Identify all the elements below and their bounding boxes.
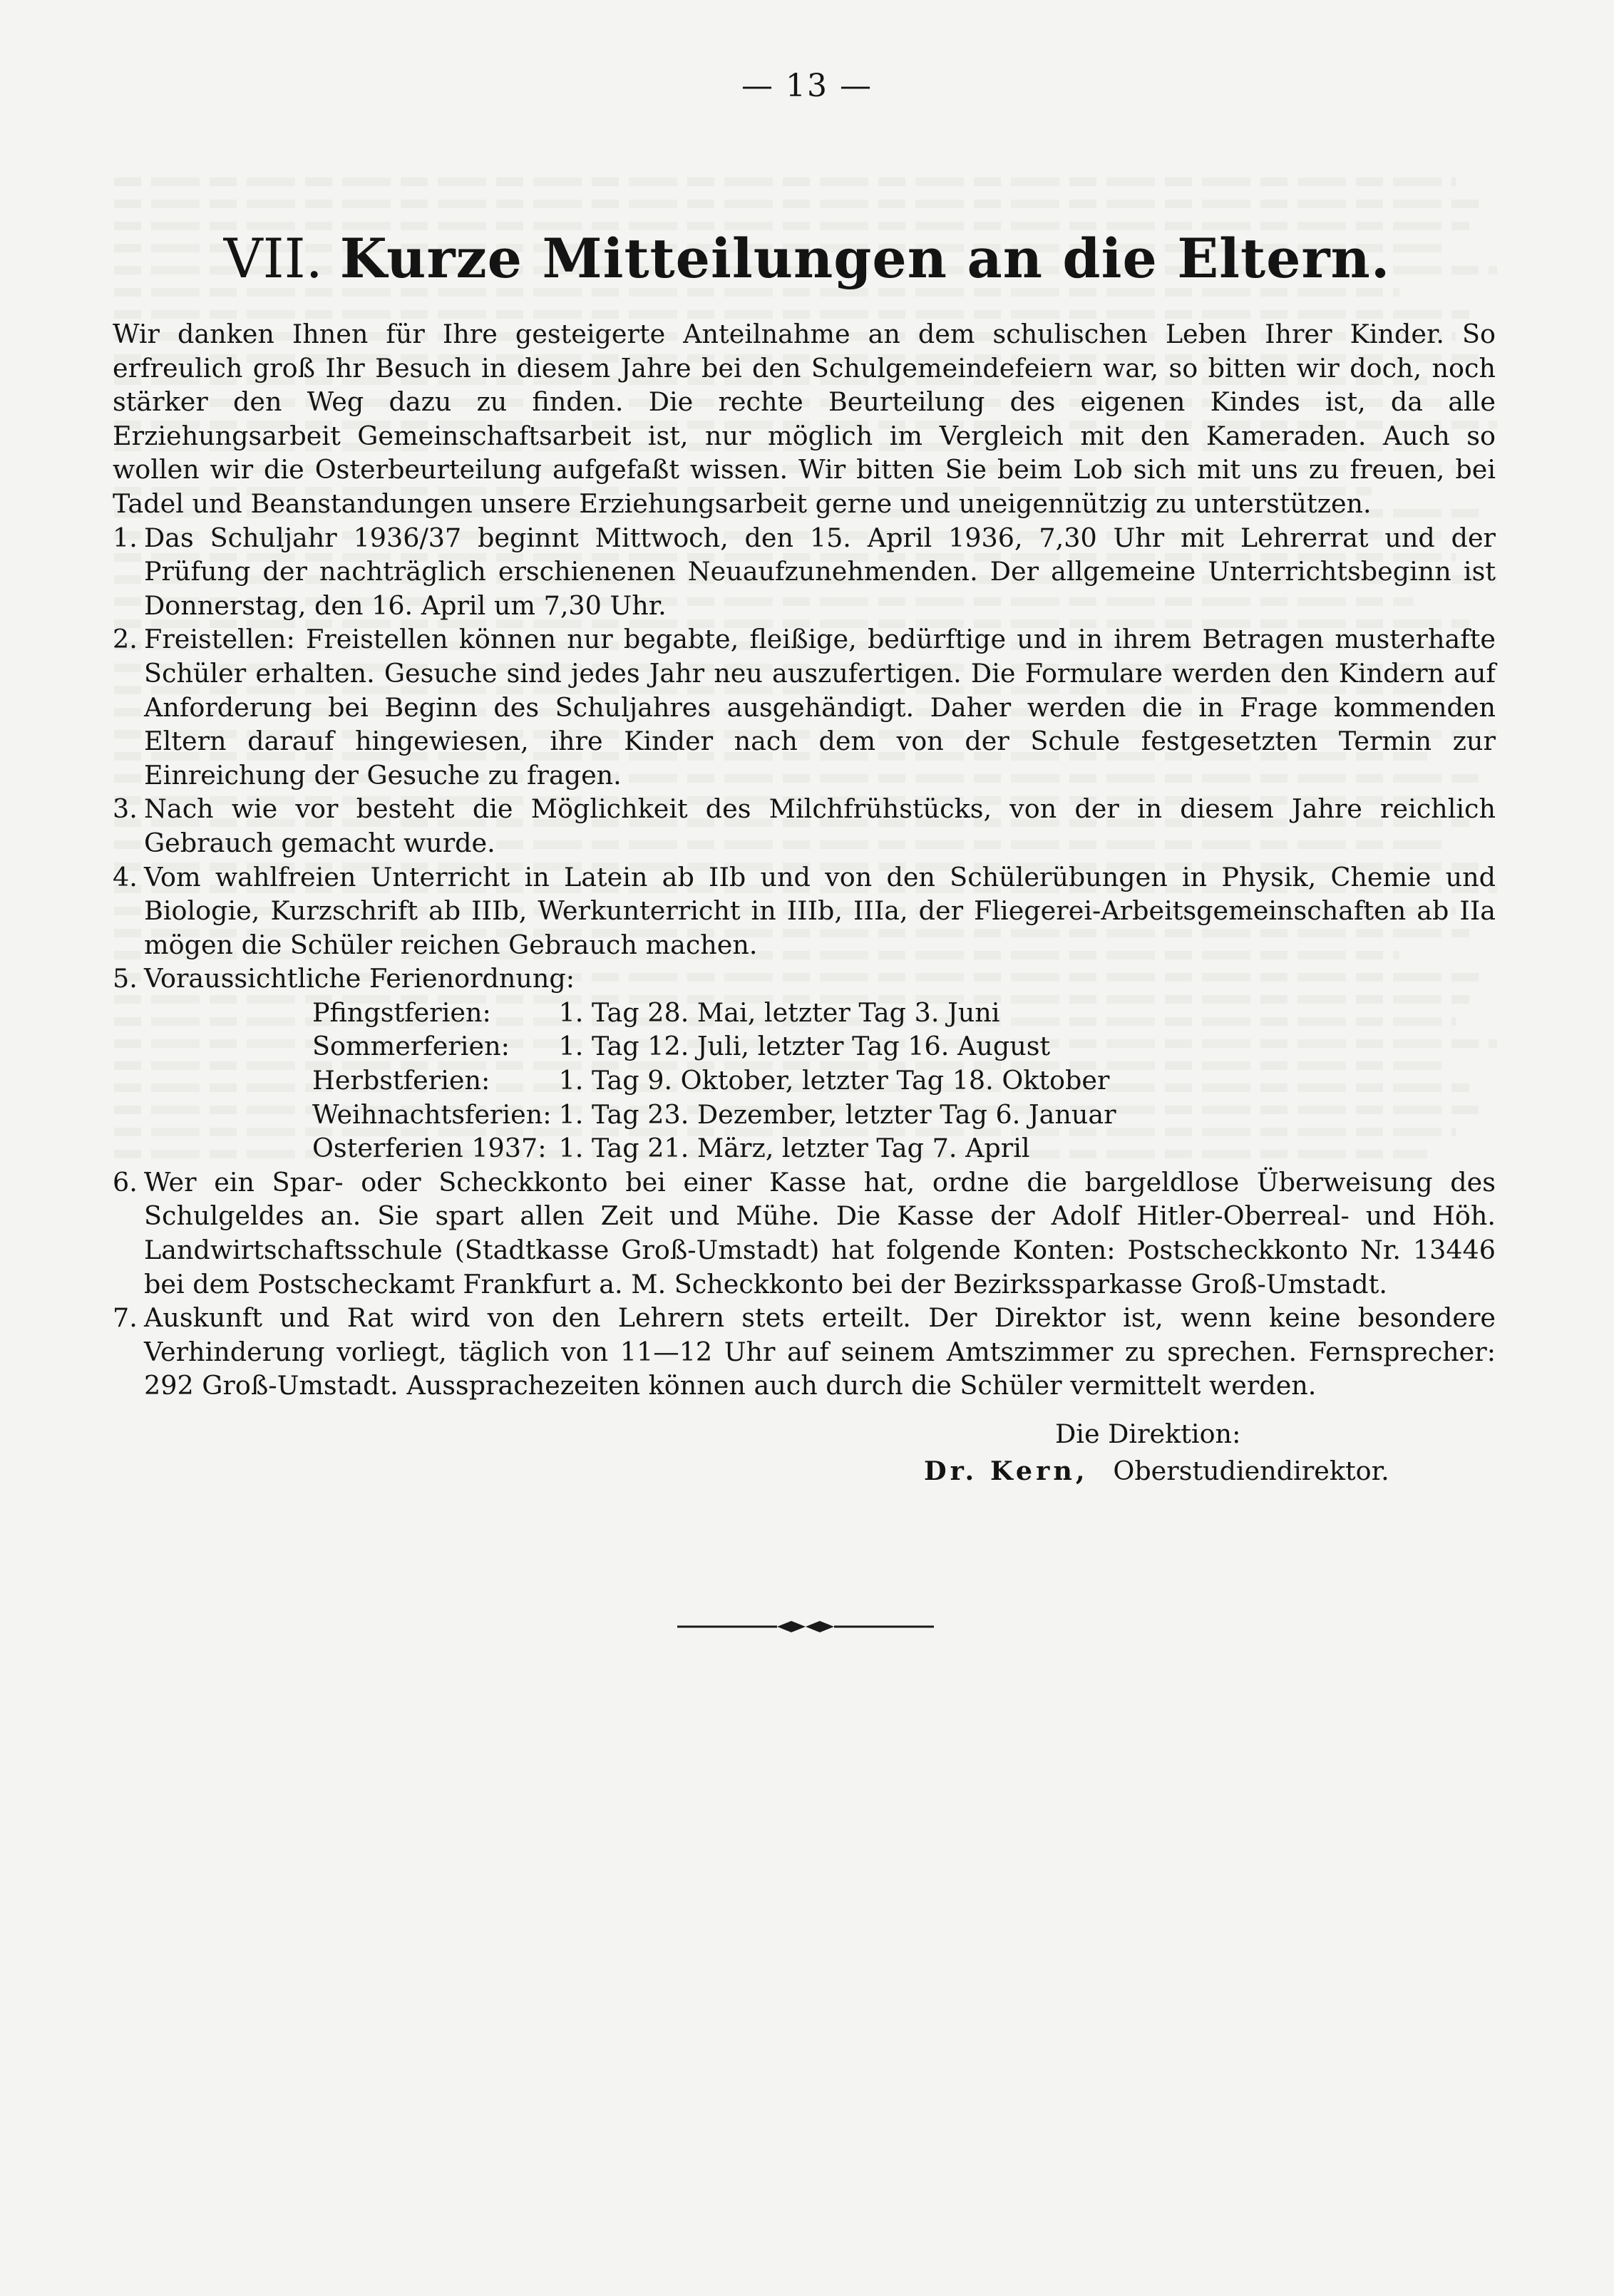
item-text: Das Schuljahr 1936/37 beginnt Mittwoch, den 15. April 1936, 7,30 Uhr mit Lehrerrat und der Prüfung der nachträglich erschienenen Neuaufzunehmenden. Der allgemeine Unterrichtsbeginn ist Donnerstag, den 16. April um 7,30 Uhr.	[144, 522, 1496, 621]
item-number: 5.	[113, 963, 138, 994]
page-number: — 13 —	[741, 68, 873, 104]
holiday-dates: 1. Tag 21. März, letzter Tag 7. April	[558, 1133, 1030, 1164]
holiday-table	[312, 996, 1116, 1165]
section-heading	[0, 227, 1614, 290]
list-item	[113, 860, 1496, 962]
holiday-name: Sommerferien:	[312, 1031, 510, 1062]
holiday-dates: 1. Tag 12. Juli, letzter Tag 16. August	[558, 1031, 1051, 1062]
holiday-name: Osterferien 1937:	[312, 1133, 547, 1164]
holiday-row	[312, 1098, 1116, 1132]
list-item	[113, 792, 1496, 860]
signature-role: Oberstudiendirektor.	[1113, 1456, 1389, 1486]
intro-paragraph: Wir danken Ihnen für Ihre gesteigerte Anteilnahme an dem schulischen Leben Ihrer Kinder. So erfreulich groß Ihr Besuch in diesem Jahre bei den Schulgemeindefeiern war, so bitten wir doch, noch stärker den Weg dazu zu finden. Die rechte Beurteilung des eigenen Kindes ist, da alle Erziehungsarbeit Gemeinschaftsarbeit ist, nur möglich im Vergleich mit den Kameraden. Auch so wollen wir die Osterbeurteilung aufgefaßt wissen. Wir bitten Sie beim Lob sich mit uns zu freuen, bei Tadel und Beanstandungen unsere Erziehungsarbeit gerne und uneigennützig zu unterstützen.	[113, 319, 1496, 519]
item-text: Nach wie vor besteht die Möglichkeit des Milchfrühstücks, von der in diesem Jahre reichlich Gebrauch gemacht wurde.	[144, 793, 1496, 858]
item-text: Wer ein Spar- oder Scheckkonto bei einer Kasse hat, ordne die bargeldlose Überweisung des Schulgeldes an. Sie spart allen Zeit und Mühe. Die Kasse der Adolf Hitler-Oberreal- und Höh. Landwirtschaftsschule (Stadtkasse Groß-Umstadt) hat folgende Konten: Postscheckkonto Nr. 13446 bei dem Postscheckamt Frankfurt a. M. Scheckkonto bei der Bezirkssparkasse Groß-Umstadt.	[144, 1166, 1496, 1299]
signature-label: Die Direktion:	[1055, 1419, 1241, 1449]
holiday-row	[312, 1064, 1116, 1098]
signature-line	[924, 1454, 1389, 1488]
ornament-divider-icon	[677, 1618, 934, 1635]
item-text: Voraussichtliche Ferienordnung:	[144, 963, 575, 994]
item-number: 7.	[113, 1302, 138, 1334]
holiday-name: Weihnachtsferien:	[312, 1098, 552, 1130]
holiday-row	[312, 1029, 1116, 1064]
item-number: 1.	[113, 522, 138, 553]
item-number: 3.	[113, 793, 138, 825]
section-title: Kurze Mitteilungen an die Eltern.	[339, 227, 1391, 290]
list-item	[113, 622, 1496, 792]
holiday-dates: 1. Tag 23. Dezember, letzter Tag 6. Januar	[558, 1098, 1116, 1130]
list-item	[113, 962, 1496, 1165]
item-text: Vom wahlfreien Unterricht in Latein ab IIb und von den Schülerübungen in Physik, Chemie und Biologie, Kurzschrift ab IIIb, Werkunterricht in IIIb, IIIa, der Fliegerei-Arbeitsgemeinschaften ab IIa mögen die Schüler reichen Gebrauch machen.	[144, 861, 1496, 960]
holiday-name: Pfingstferien:	[312, 997, 491, 1028]
item-number: 6.	[113, 1166, 138, 1198]
list-item	[113, 1301, 1496, 1403]
holiday-dates: 1. Tag 28. Mai, letzter Tag 3. Juni	[558, 997, 1000, 1028]
signature-name: Dr. Kern,	[924, 1456, 1089, 1486]
item-text: Auskunft und Rat wird von den Lehrern stets erteilt. Der Direktor ist, wenn keine besondere Verhinderung vorliegt, täglich von 11—12 Uhr auf seinem Amtszimmer zu sprechen. Fernsprecher: 292 Groß-Umstadt. Aussprachezeiten können auch durch die Schüler vermittelt werden.	[144, 1302, 1496, 1401]
item-number: 4.	[113, 861, 138, 892]
notice-list	[113, 521, 1496, 1403]
holiday-row	[312, 1131, 1116, 1165]
item-number: 2.	[113, 624, 138, 655]
holiday-name: Herbstferien:	[312, 1065, 490, 1096]
section-number: VII.	[223, 227, 323, 290]
list-item	[113, 521, 1496, 623]
holiday-dates: 1. Tag 9. Oktober, letzter Tag 18. Oktober	[558, 1065, 1110, 1096]
holiday-row	[312, 996, 1116, 1030]
list-item	[113, 1165, 1496, 1301]
body-text	[113, 317, 1496, 1403]
item-text: Freistellen: Freistellen können nur begabte, fleißige, bedürftige und in ihrem Betragen musterhafte Schüler erhalten. Gesuche sind jedes Jahr neu auszufertigen. Die Formulare werden den Kindern auf Anforderung bei Beginn des Schuljahres ausgehändigt. Daher werden die in Frage kommenden Eltern darauf hingewiesen, ihre Kinder nach dem von der Schule festgesetzten Termin zur Einreichung der Gesuche zu fragen.	[144, 624, 1496, 791]
